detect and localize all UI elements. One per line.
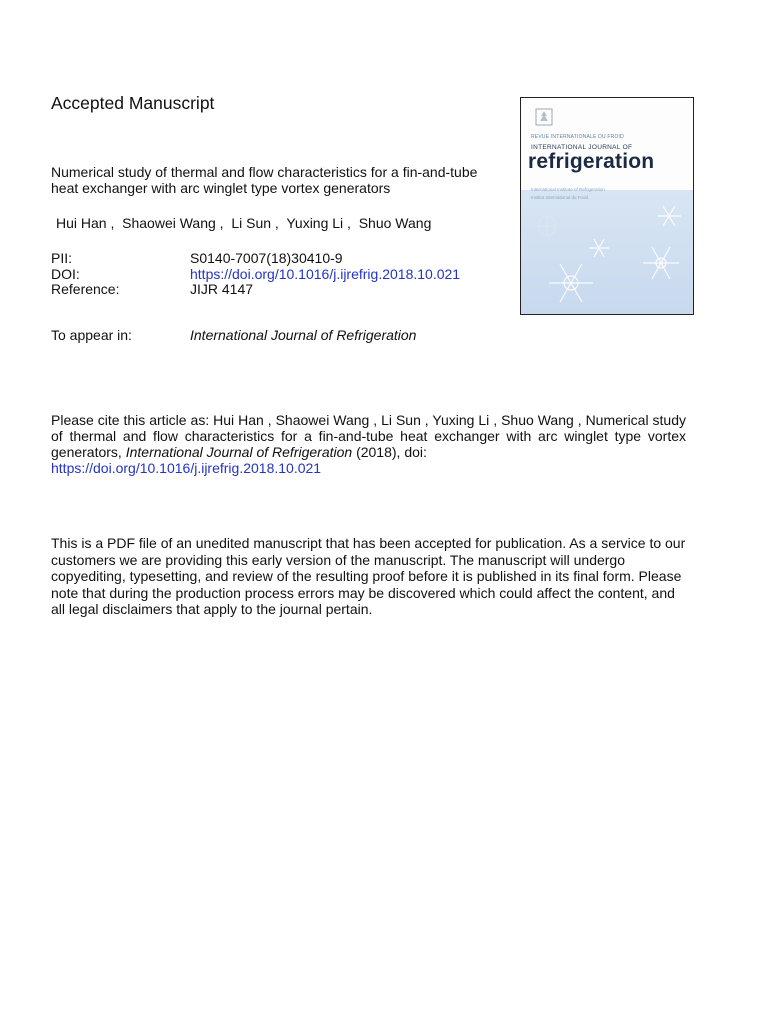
citation-doi-link[interactable]: https://doi.org/10.1016/j.ijrefrig.2018.10.021 bbox=[51, 460, 322, 476]
reference-row bbox=[51, 282, 460, 298]
doi-row bbox=[51, 267, 460, 283]
disclaimer-paragraph: This is a PDF file of an unedited manuscript that has been accepted for publication. As a service to our customers we are providing this early version of the manuscript. The manuscript will undergo copyediting, typesetting, and review of the resulting proof before it is published in its final form. Please note that during the production process errors may be discovered which could affect the content, and all legal disclaimers that apply to the journal pertain. bbox=[51, 535, 686, 617]
citation-journal: International Journal of Refrigeration bbox=[125, 444, 353, 460]
cover-subtitle-1: International Institute of Refrigeration bbox=[531, 187, 605, 192]
page-heading: Accepted Manuscript bbox=[51, 93, 215, 113]
cover-top-text: REVUE INTERNATIONALE DU FROID bbox=[531, 134, 624, 140]
metadata-block bbox=[51, 251, 460, 298]
reference-label: Reference: bbox=[51, 281, 120, 297]
to-appear-in-row bbox=[51, 327, 416, 343]
doi-link[interactable]: https://doi.org/10.1016/j.ijrefrig.2018.10.021 bbox=[190, 265, 461, 282]
cover-subtitle-2: Institut International du Froid bbox=[531, 195, 589, 200]
to-appear-in-label: To appear in: bbox=[51, 327, 132, 343]
snowflake-pattern-icon bbox=[521, 98, 694, 315]
citation-suffix: (2018), doi: bbox=[352, 444, 427, 460]
pii-row bbox=[51, 251, 460, 267]
pii-value: S0140-7007(18)30410-9 bbox=[190, 250, 343, 266]
doi-label: DOI: bbox=[51, 265, 80, 282]
author-list: Hui Han , Shaowei Wang , Li Sun , Yuxing Li , Shuo Wang bbox=[56, 215, 432, 231]
reference-value: JIJR 4147 bbox=[190, 281, 254, 297]
cover-journal-line: INTERNATIONAL JOURNAL OF bbox=[531, 144, 633, 151]
cover-journal-name: refrigeration bbox=[528, 150, 655, 173]
citation-prefix: Please cite this article as: Hui Han , Shaowei Wang , Li Sun , Yuxing Li , Shuo Wang , Numerical study of thermal and flow characteristics for a fin-and-tube heat exchanger with arc winglet type vortex generators, bbox=[51, 412, 686, 460]
journal-name: International Journal of Refrigeration bbox=[190, 327, 417, 343]
journal-cover-image bbox=[520, 97, 694, 315]
pii-label: PII: bbox=[51, 250, 73, 266]
article-title: Numerical study of thermal and flow characteristics for a fin-and-tube heat exchanger with arc winglet type vortex generators bbox=[51, 164, 478, 196]
citation-paragraph bbox=[51, 412, 686, 476]
